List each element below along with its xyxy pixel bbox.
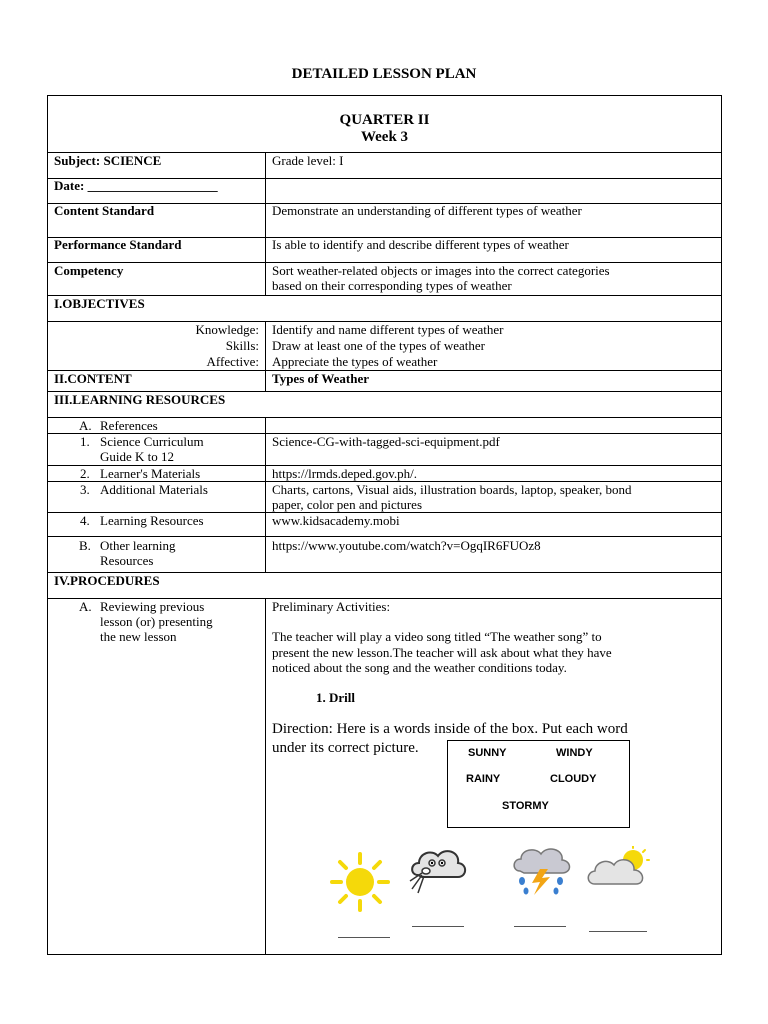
row-divider [47, 370, 722, 371]
references-marker: A. [79, 418, 92, 433]
resource-4-label: Learning Resources [100, 513, 204, 528]
resource-2-marker: 2. [80, 466, 90, 481]
competency-label: Competency [54, 263, 124, 278]
other-resources-marker: B. [79, 538, 91, 553]
skills-value: Draw at least one of the types of weather [272, 338, 485, 353]
word-box [447, 740, 630, 828]
performance-standard-label: Performance Standard [54, 237, 182, 252]
procedures-heading: IV.PROCEDURES [54, 573, 160, 588]
word-windy: WINDY [556, 747, 593, 759]
procedure-a-label-cont-2: the new lesson [100, 629, 177, 644]
resource-4-value: www.kidsacademy.mobi [272, 513, 400, 528]
word-cloudy: CLOUDY [550, 773, 597, 785]
resource-1-label-cont: Guide K to 12 [100, 449, 175, 464]
grade-level: Grade level: I [272, 153, 344, 168]
column-divider [265, 321, 266, 391]
row-divider [47, 536, 722, 537]
other-resources-label: Other learning [100, 538, 176, 553]
word-sunny: SUNNY [468, 747, 507, 759]
quarter-label: QUARTER II [339, 112, 430, 128]
resource-1-marker: 1. [80, 434, 90, 449]
date-field: Date: ____________________ [54, 178, 218, 193]
resource-3-value-cont: paper, color pen and pictures [272, 497, 423, 512]
resource-2-value: https://lrmds.deped.gov.ph/. [272, 466, 418, 481]
procedure-paragraph-line-3: noticed about the song and the weather conditions today. [272, 660, 567, 675]
word-rainy: RAINY [466, 773, 501, 785]
answer-blank-4[interactable] [589, 931, 647, 932]
competency-line-2: based on their corresponding types of weather [272, 278, 512, 293]
answer-blank-2[interactable] [412, 926, 464, 927]
affective-value: Appreciate the types of weather [272, 354, 438, 369]
drill-heading: 1. Drill [316, 690, 355, 705]
resources-heading: III.LEARNING RESOURCES [54, 392, 226, 407]
direction-line-1: Direction: Here is a words inside of the box. Put each word [272, 721, 628, 737]
references-label: References [100, 418, 158, 433]
procedure-paragraph-line-2: present the new lesson.The teacher will ask about what they have [272, 645, 612, 660]
content-heading: II.CONTENT [54, 371, 132, 386]
row-divider [47, 295, 722, 296]
answer-blank-1[interactable] [338, 937, 390, 938]
column-divider [265, 598, 266, 955]
answer-blank-3[interactable] [514, 926, 566, 927]
other-resources-label-cont: Resources [100, 553, 154, 568]
cloudy-icon [585, 846, 657, 890]
resource-4-marker: 4. [80, 513, 90, 528]
skills-label: Skills: [225, 338, 259, 353]
procedure-a-label: Reviewing previous [100, 599, 205, 614]
content-value: Types of Weather [272, 371, 370, 386]
storm-cloud-icon [510, 845, 574, 897]
procedure-a-label-cont: lesson (or) presenting [100, 614, 213, 629]
document-title: DETAILED LESSON PLAN [291, 66, 477, 82]
column-divider [265, 417, 266, 572]
resource-3-marker: 3. [80, 482, 90, 497]
week-label: Week 3 [360, 129, 409, 145]
objectives-heading: I.OBJECTIVES [54, 296, 145, 311]
resource-3-label: Additional Materials [100, 482, 208, 497]
competency-line-1: Sort weather-related objects or images into the correct categories [272, 263, 610, 278]
column-divider [265, 152, 266, 295]
procedure-paragraph-line-1: The teacher will play a video song titled “The weather song” to [272, 629, 602, 644]
performance-standard-value: Is able to identify and describe different types of weather [272, 237, 569, 252]
subject-label: Subject: SCIENCE [54, 153, 162, 168]
affective-label: Affective: [206, 354, 259, 369]
content-standard-value: Demonstrate an understanding of different types of weather [272, 203, 582, 218]
resource-1-value: Science-CG-with-tagged-sci-equipment.pdf [272, 434, 500, 449]
content-standard-label: Content Standard [54, 203, 155, 218]
sun-icon [330, 852, 390, 912]
resource-3-value: Charts, cartons, Visual aids, illustration boards, laptop, speaker, bond [272, 482, 632, 497]
resource-1-label: Science Curriculum [100, 434, 204, 449]
procedure-a-marker: A. [79, 599, 92, 614]
resource-2-label: Learner's Materials [100, 466, 201, 481]
other-resources-value: https://www.youtube.com/watch?v=OgqIR6FUOz8 [272, 538, 541, 553]
wind-cloud-icon [404, 845, 470, 897]
direction-line-2: under its correct picture. [272, 740, 419, 756]
word-stormy: STORMY [502, 800, 549, 812]
knowledge-value: Identify and name different types of weather [272, 322, 504, 337]
knowledge-label: Knowledge: [195, 322, 259, 337]
preliminary-activities-heading: Preliminary Activities: [272, 599, 391, 614]
